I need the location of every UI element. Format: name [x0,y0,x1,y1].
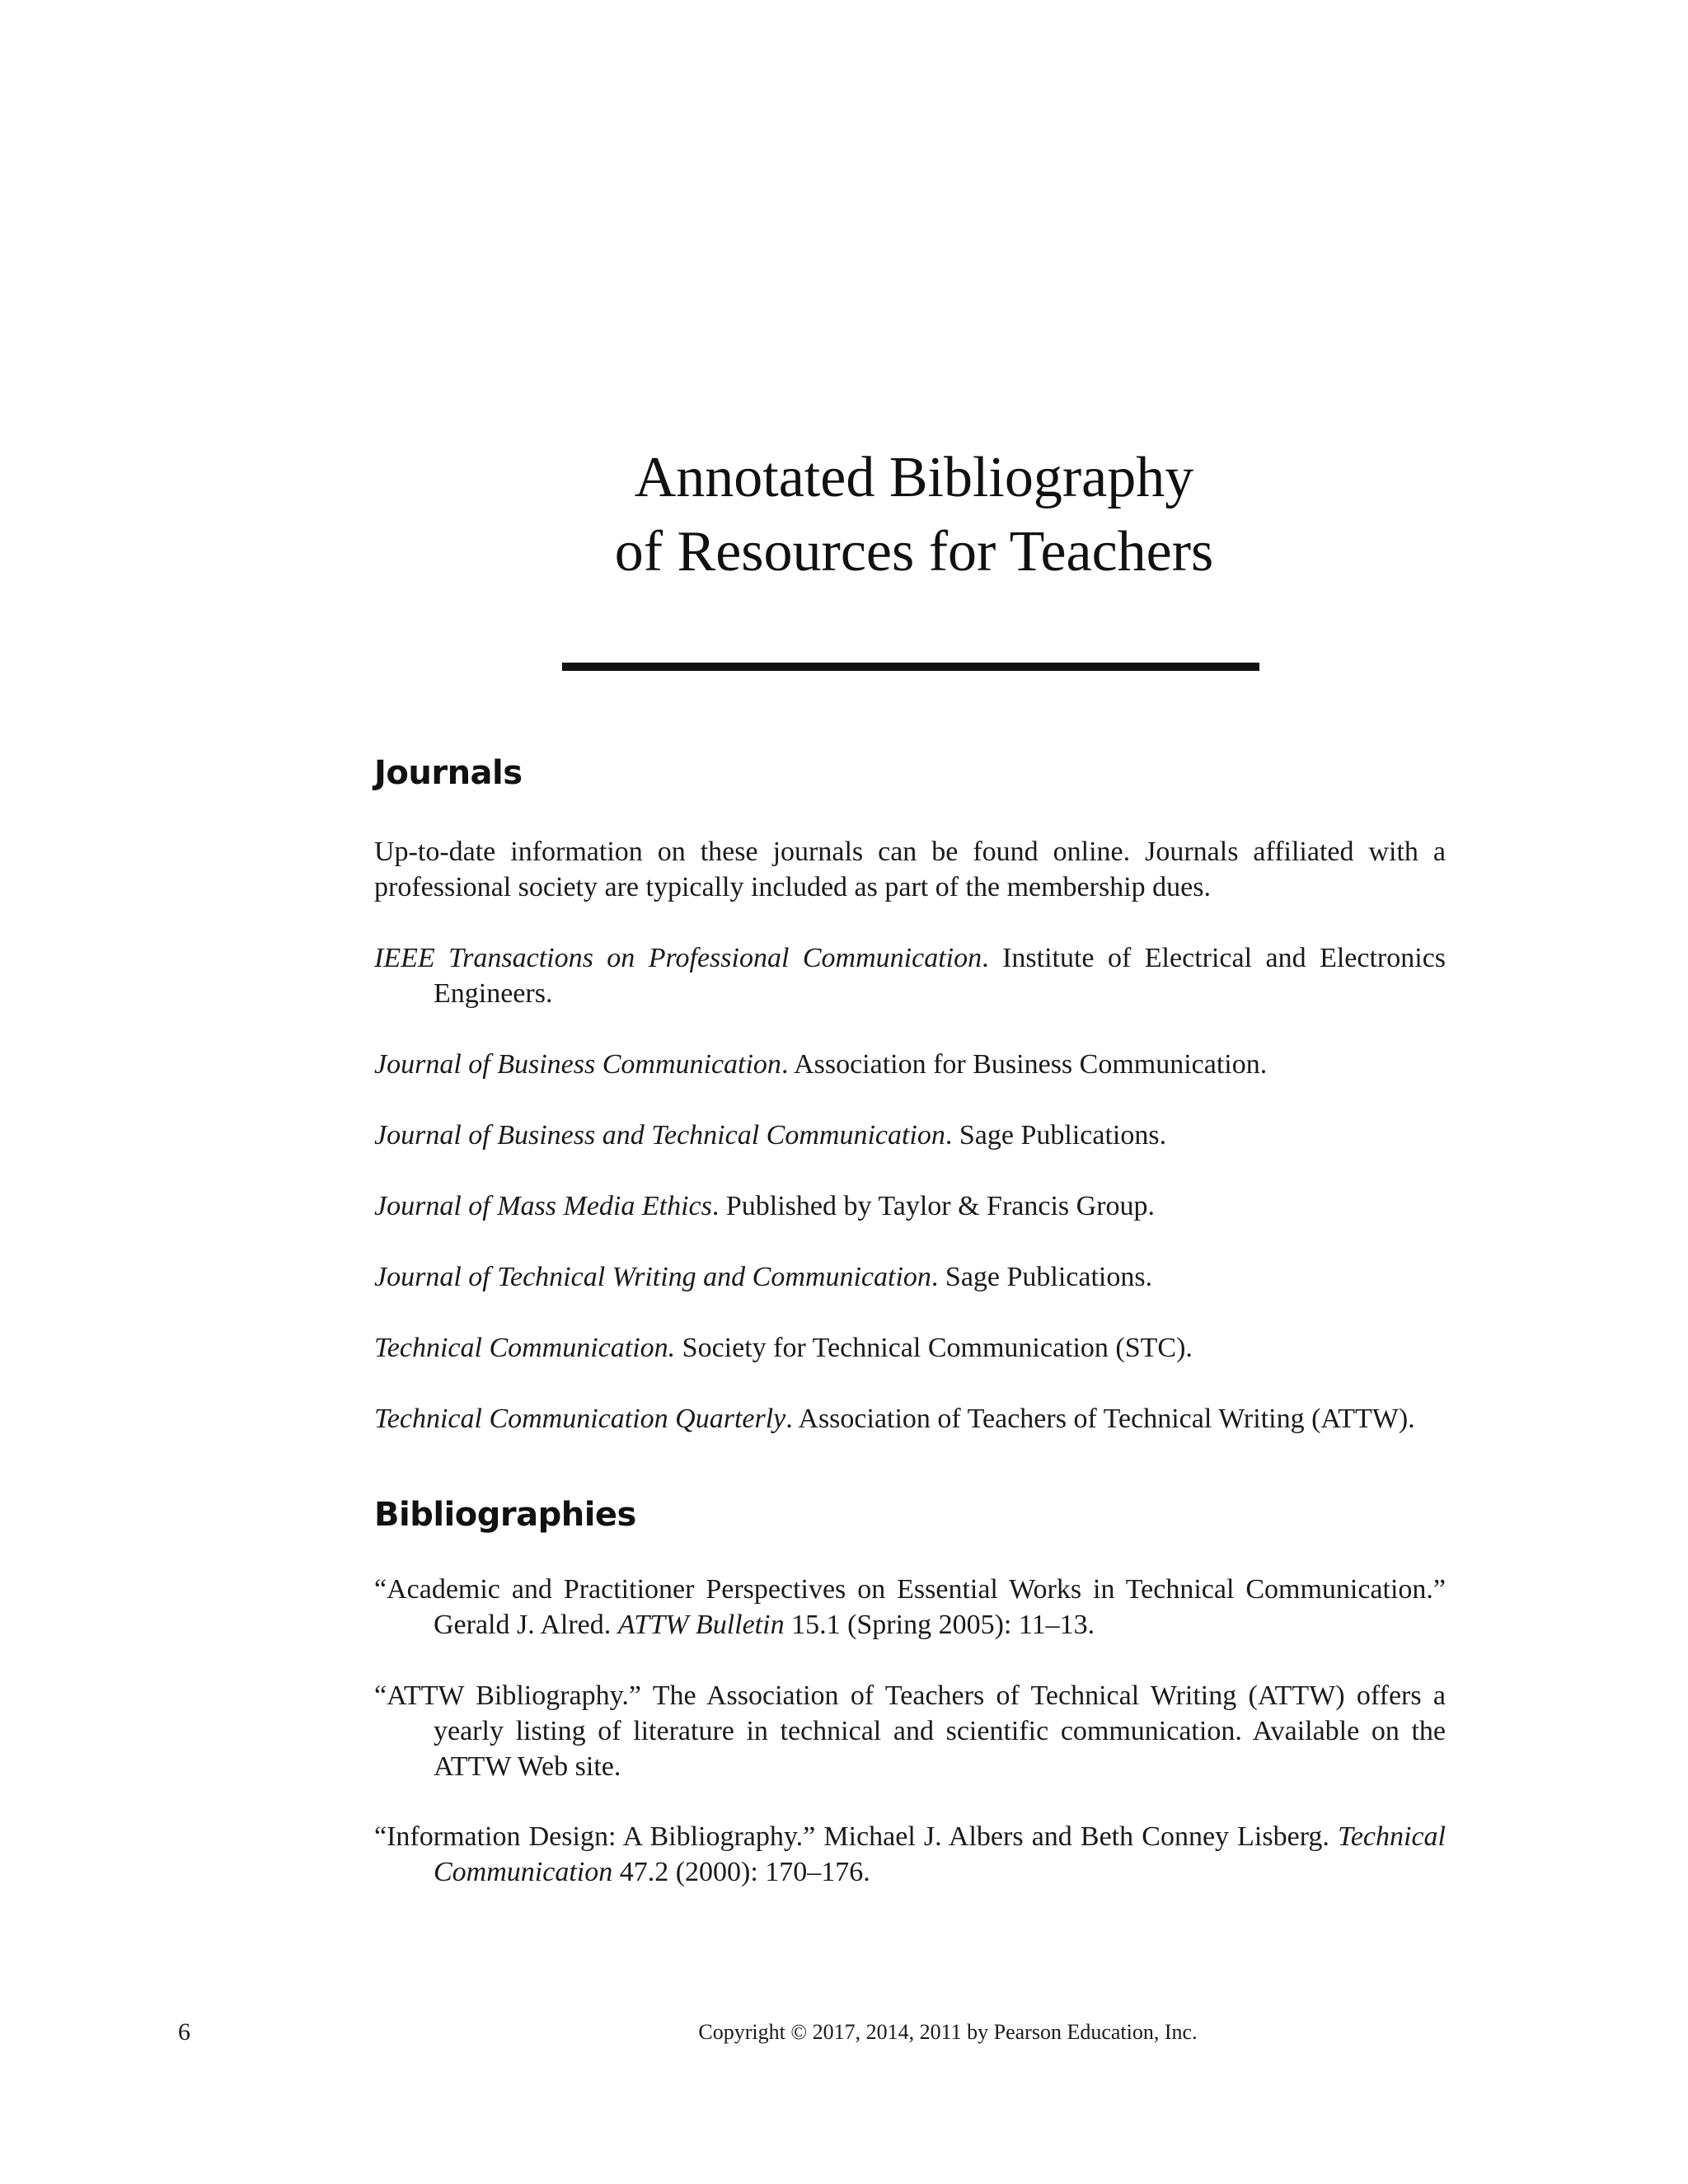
page-title-line-1: Annotated Bibliography [634,446,1194,509]
journal-publisher: . Sage Publications. [931,1262,1153,1292]
journal-title: Journal of Technical Writing and Communication [374,1262,931,1292]
bibliography-text: “Information Design: A Bibliography.” Michael J. Albers and Beth Conney Lisberg. [374,1821,1339,1852]
journal-publisher: . Institute of Electrical and Electronics Engineers. [434,943,1447,1009]
journal-title: IEEE Transactions on Professional Communication [374,943,982,973]
journal-publisher: Society for Technical Communication (STC). [675,1333,1193,1363]
bibliography-text: “Academic and Practitioner Perspectives on Essential Works in Technical Communication.” Gerald J. Alred. [374,1574,1446,1640]
title-divider [562,663,1259,671]
bibliography-citation: 15.1 (Spring 2005): 11–13. [784,1610,1095,1640]
bibliography-entry [374,1678,1446,1784]
journals-heading: Journals [374,754,523,792]
journal-entry [374,1188,1446,1224]
page-number: 6 [178,2018,190,2046]
journal-entry [374,1401,1446,1436]
journal-title: Journal of Mass Media Ethics [374,1191,712,1221]
journal-entry [374,1259,1446,1295]
journal-publisher: . Published by Taylor & Francis Group. [711,1191,1156,1221]
bibliography-citation: 47.2 (2000): 170–176. [612,1857,870,1887]
journal-entry [374,940,1446,1011]
journal-title: Journal of Business Communication [374,1049,781,1080]
journal-title: Journal of Business and Technical Communication [374,1120,945,1151]
bibliography-text: “ATTW Bibliography.” The Association of Teachers of Technical Writing (ATTW) offers a yearly listing of literature in technical and scientific communication. Available on the ATTW Web site. [374,1680,1446,1782]
bibliography-source: Technical Communication [434,1821,1446,1887]
journal-entry [374,1047,1446,1082]
journal-publisher: . Association for Business Communication. [781,1049,1268,1080]
page-title [0,441,1688,589]
journal-entry [374,1118,1446,1153]
journal-title: Technical Communication Quarterly [374,1404,786,1434]
bibliography-entry [374,1572,1446,1643]
copyright-footer: Copyright © 2017, 2014, 2011 by Pearson Education, Inc. [698,2020,1198,2044]
bibliography-source: ATTW Bulletin [617,1610,785,1640]
journal-publisher: . Association of Teachers of Technical Writing (ATTW). [785,1404,1415,1434]
journal-title: Technical Communication. [374,1333,676,1363]
bibliography-entry [374,1819,1446,1890]
bibliographies-heading: Bibliographies [374,1496,636,1534]
journal-publisher: . Sage Publications. [945,1120,1167,1151]
page-title-line-2: of Resources for Teachers [614,520,1214,583]
journals-intro: Up-to-date information on these journals can be found online. Journals affiliated with a professional society are typically included as part of the membership dues. [374,837,1446,902]
journal-entry [374,1330,1446,1366]
